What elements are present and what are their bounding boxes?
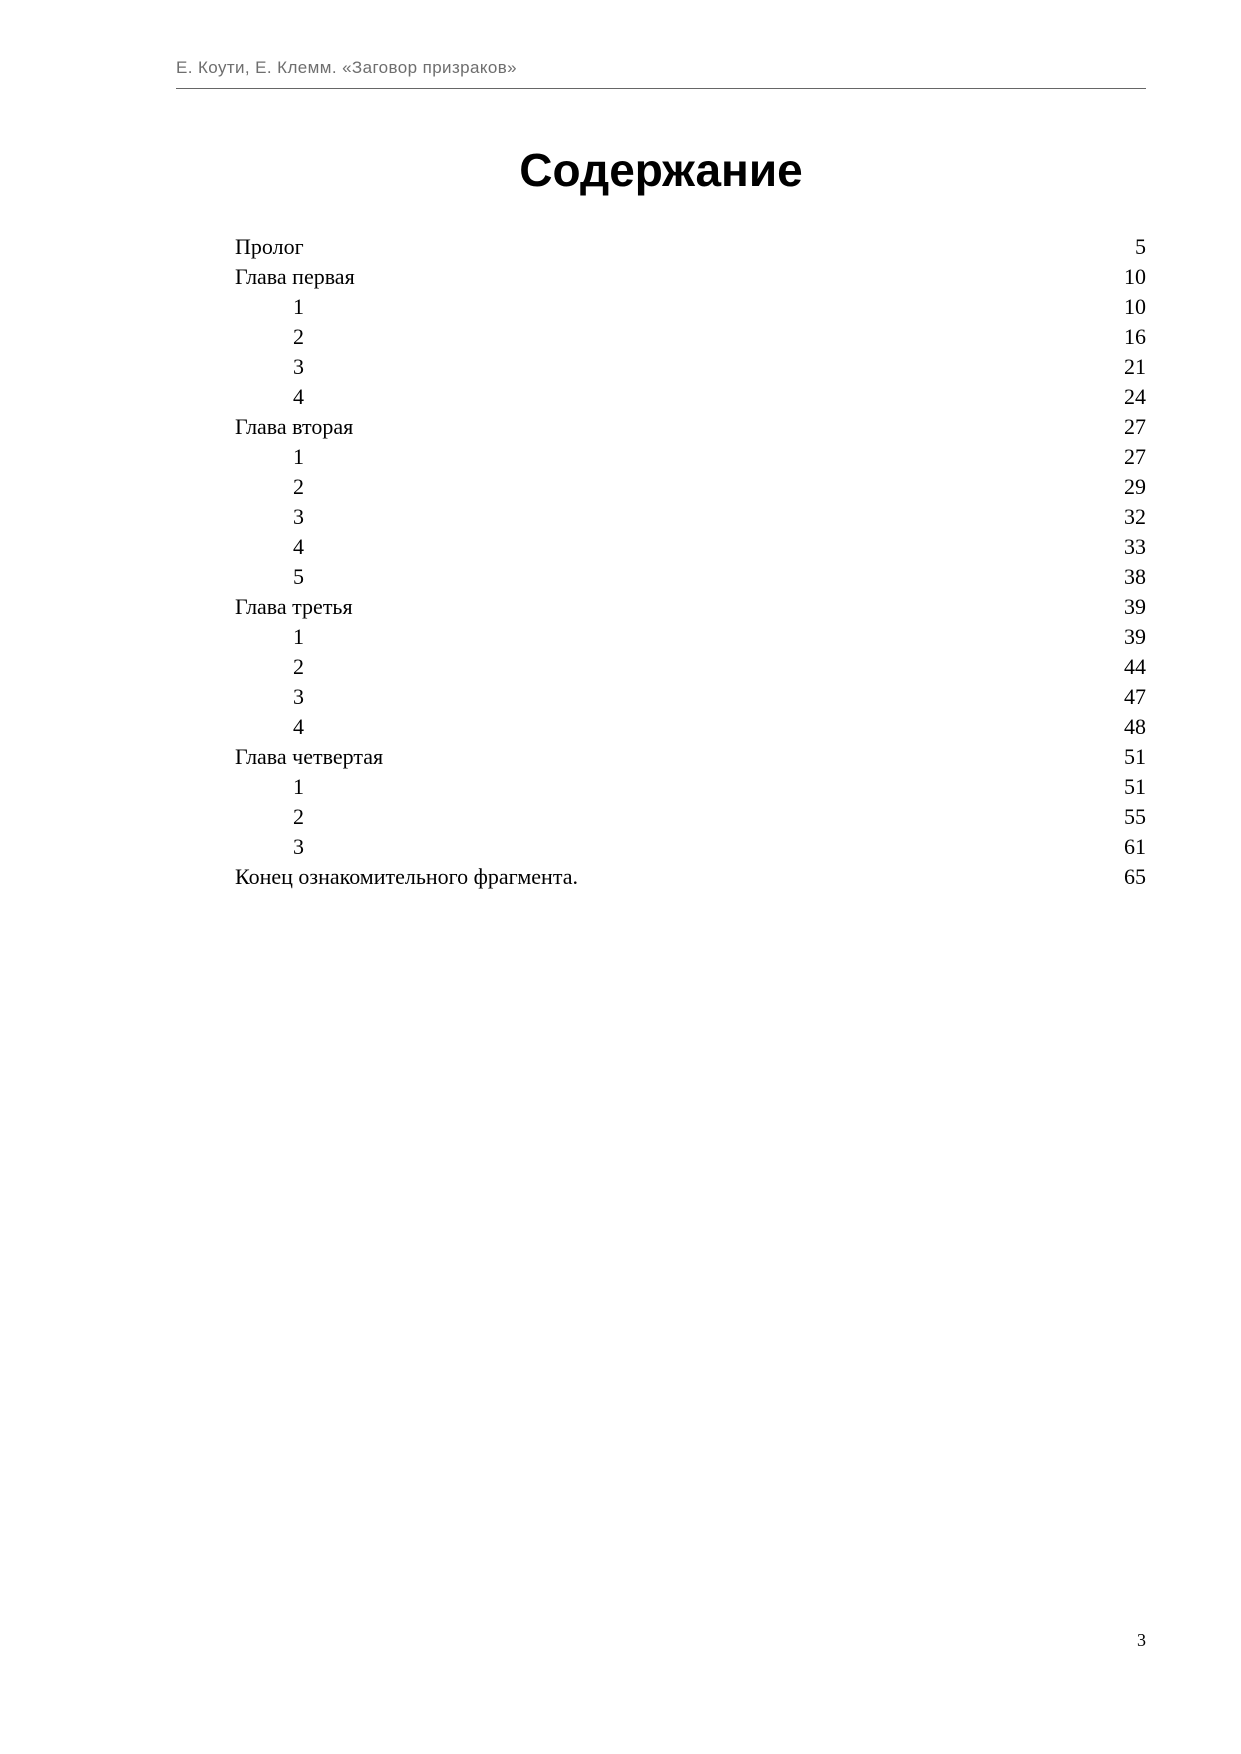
toc-entry[interactable] <box>235 412 1146 442</box>
toc-entry-label: 2 <box>293 654 304 679</box>
toc-subentry[interactable] <box>235 622 1146 652</box>
toc-subentry[interactable] <box>235 682 1146 712</box>
toc-subentry[interactable] <box>235 772 1146 802</box>
toc-entry[interactable] <box>235 862 1146 892</box>
toc-entry-label: 4 <box>293 384 304 409</box>
toc-entry-page: 65 <box>1124 864 1146 889</box>
toc-entry-page: 5 <box>1135 234 1146 259</box>
toc-entry-label: 2 <box>293 474 304 499</box>
toc-entry-page: 38 <box>1124 564 1146 589</box>
toc-entry-page: 27 <box>1124 444 1146 469</box>
toc-entry-label: Глава четвертая <box>235 744 384 769</box>
toc-entry-page: 51 <box>1124 744 1146 769</box>
toc-entry-label: Пролог <box>235 234 304 259</box>
toc-entry-page: 10 <box>1124 264 1146 289</box>
toc-entry[interactable] <box>235 262 1146 292</box>
toc-subentry[interactable] <box>235 652 1146 682</box>
toc-entry-page: 39 <box>1124 624 1146 649</box>
page-number: 3 <box>1137 1630 1146 1650</box>
toc-entry-page: 44 <box>1124 654 1146 679</box>
toc-entry-page: 32 <box>1124 504 1146 529</box>
toc-entry-label: 3 <box>293 684 304 709</box>
toc-entry-page: 33 <box>1124 534 1146 559</box>
toc-subentry[interactable] <box>235 472 1146 502</box>
toc-subentry[interactable] <box>235 382 1146 412</box>
toc-subentry[interactable] <box>235 352 1146 382</box>
toc-subentry[interactable] <box>235 832 1146 862</box>
toc-entry-page: 10 <box>1124 294 1146 319</box>
toc-entry-page: 39 <box>1124 594 1146 619</box>
toc-entry-page: 47 <box>1124 684 1146 709</box>
toc-entry-label: 2 <box>293 804 304 829</box>
toc-entry-label: 1 <box>293 294 304 319</box>
table-of-contents <box>235 232 1146 892</box>
toc-subentry[interactable] <box>235 532 1146 562</box>
toc-entry-page: 61 <box>1124 834 1146 859</box>
toc-entry-page: 27 <box>1124 414 1146 439</box>
toc-entry-label: 5 <box>293 564 304 589</box>
toc-entry-label: 1 <box>293 774 304 799</box>
toc-entry[interactable] <box>235 232 1146 262</box>
toc-subentry[interactable] <box>235 442 1146 472</box>
toc-entry-label: Глава первая <box>235 264 355 289</box>
toc-entry-label: Глава вторая <box>235 414 354 439</box>
toc-subentry[interactable] <box>235 322 1146 352</box>
toc-entry-label: Конец ознакомительного фрагмента. <box>235 864 578 889</box>
toc-entry-label: 4 <box>293 714 304 739</box>
header-divider <box>176 88 1146 89</box>
toc-entry-label: 2 <box>293 324 304 349</box>
toc-entry-label: 3 <box>293 834 304 859</box>
toc-entry[interactable] <box>235 592 1146 622</box>
running-header: Е. Коути, Е. Клемм. «Заговор призраков» <box>176 58 518 77</box>
toc-entry-page: 48 <box>1124 714 1146 739</box>
toc-entry-label: 3 <box>293 504 304 529</box>
toc-entry-page: 24 <box>1124 384 1146 409</box>
toc-title: Содержание <box>519 144 803 196</box>
toc-entry-page: 16 <box>1124 324 1146 349</box>
toc-subentry[interactable] <box>235 562 1146 592</box>
toc-entry-page: 55 <box>1124 804 1146 829</box>
toc-entry-page: 51 <box>1124 774 1146 799</box>
toc-entry-page: 21 <box>1124 354 1146 379</box>
toc-subentry[interactable] <box>235 292 1146 322</box>
toc-entry-label: 4 <box>293 534 304 559</box>
toc-entry-page: 29 <box>1124 474 1146 499</box>
toc-subentry[interactable] <box>235 502 1146 532</box>
toc-subentry[interactable] <box>235 802 1146 832</box>
toc-entry-label: Глава третья <box>235 594 353 619</box>
toc-entry-label: 1 <box>293 624 304 649</box>
toc-entry-label: 1 <box>293 444 304 469</box>
toc-subentry[interactable] <box>235 712 1146 742</box>
toc-entry-label: 3 <box>293 354 304 379</box>
toc-entry[interactable] <box>235 742 1146 772</box>
